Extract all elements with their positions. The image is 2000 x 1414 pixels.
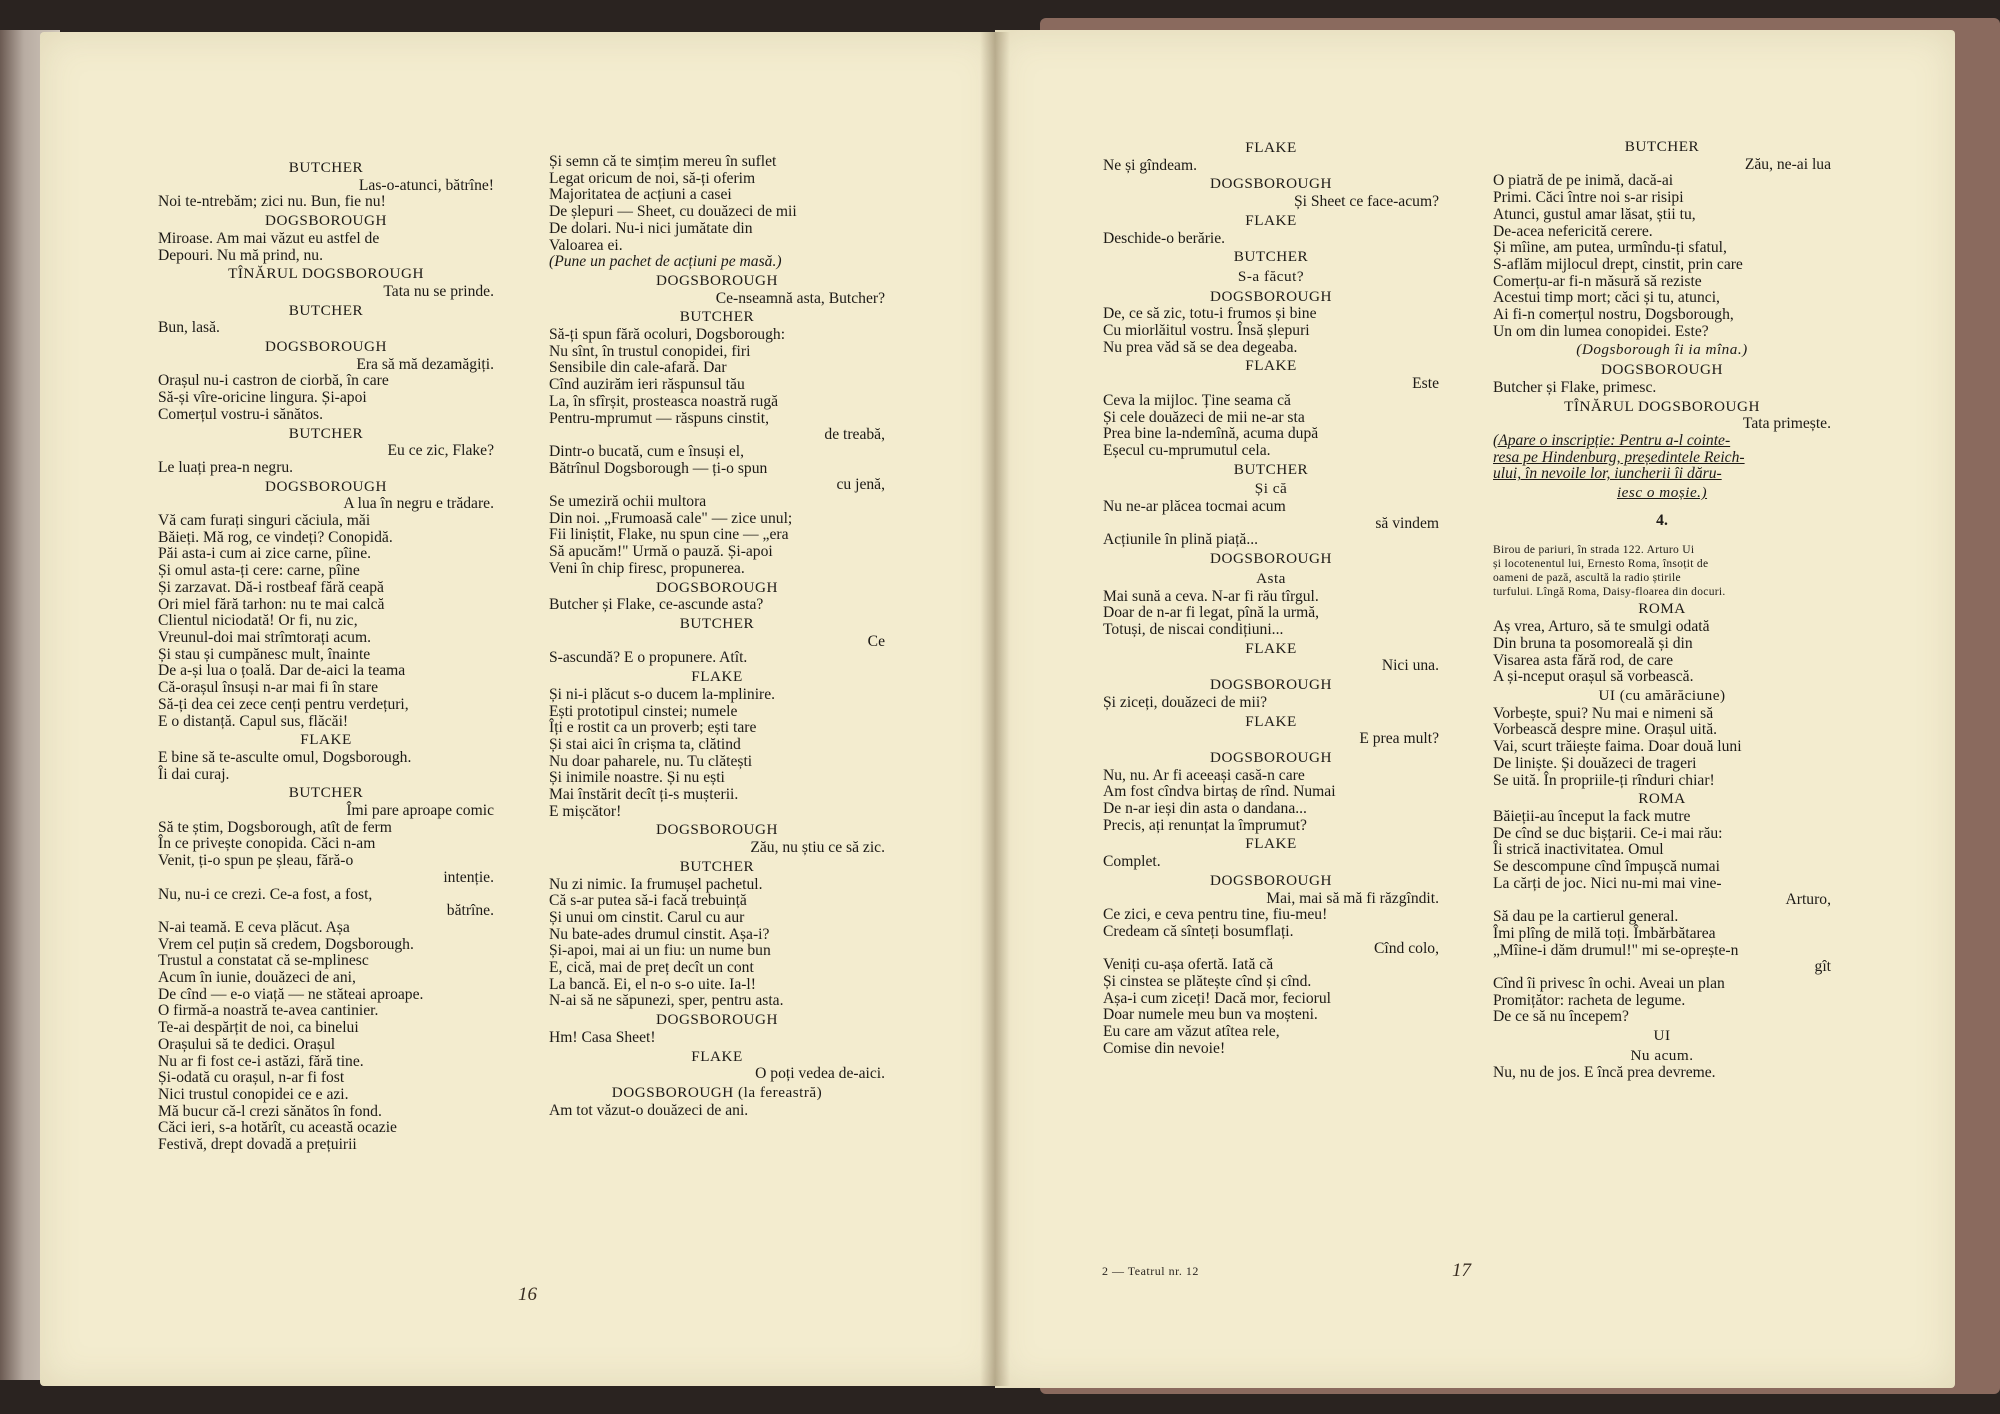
dialogue-line: De dolari. Nu-i nici jumătate din <box>549 219 753 237</box>
dialogue-line: Căci ieri, s-a hotărît, cu această ocazie <box>158 1119 397 1137</box>
dialogue-line: A și-nceput orașul să vorbească. <box>1493 668 1694 686</box>
dialogue-line: De-acea nefericită cerere. <box>1493 222 1653 240</box>
speaker-name: TÎNĂRUL DOGSBOROUGH <box>1564 397 1760 415</box>
dialogue-line: Nu, nu. Ar fi aceeași casă-n care <box>1103 766 1305 784</box>
scene-description: și locotenentul lui, Ernesto Roma, însoțit de <box>1493 558 1709 571</box>
dialogue-line: De șlepuri — Sheet, cu douăzeci de mii <box>549 203 797 221</box>
dialogue-line: Venit, ți-o spun pe șleau, fără-o <box>158 852 354 870</box>
speaker-name: BUTCHER <box>288 424 364 442</box>
dialogue-line: Atunci, gustul amar lăsat, știi tu, <box>1493 205 1696 223</box>
dialogue-line: Las-o-atunci, bătrîne! <box>358 176 494 194</box>
dialogue-line: Nu ne-ar plăcea tocmai acum <box>1103 498 1286 516</box>
dialogue-line: Majoritatea de acțiuni a casei <box>549 186 732 204</box>
dialogue-line: De, ce să zic, totu-i frumos și bine <box>1103 305 1317 323</box>
dialogue-line: Cînd îi privesc în ochi. Aveai un plan <box>1493 974 1725 992</box>
speaker-name: FLAKE <box>691 1047 743 1065</box>
dialogue-line: Se uită. În propriile-ți rînduri chiar! <box>1493 771 1715 789</box>
dialogue-line: Deschide-o berărie. <box>1103 229 1226 247</box>
dialogue-line: Ceva la mijloc. Ține seama că <box>1103 391 1291 409</box>
dialogue-line: Bun, lasă. <box>158 319 220 337</box>
dialogue-line: A lua în negru e trădare. <box>343 495 494 513</box>
speaker-name: FLAKE <box>1245 712 1297 730</box>
dialogue-line: Și inimile noastre. Și nu ești <box>549 769 725 787</box>
speaker-name: DOGSBOROUGH <box>1210 748 1332 766</box>
dialogue-line: Că s-ar putea să-i facă trebuință <box>549 892 747 910</box>
speaker-name: FLAKE <box>300 731 352 749</box>
dialogue-line: Eu care am văzut atîtea rele, <box>1103 1023 1280 1041</box>
dialogue-line: Vă cam furați singuri căciula, măi <box>158 512 371 530</box>
dialogue-line: Îi dai curaj. <box>158 765 230 783</box>
speaker-name: DOGSBOROUGH <box>656 1011 778 1029</box>
speaker-name: BUTCHER <box>288 301 364 319</box>
dialogue-line: Să-ți spun fără ocoluri, Dogsborough: <box>549 326 786 344</box>
dialogue-line: Și cinstea se plătește cînd și cînd. <box>1103 973 1312 991</box>
dialogue-line: „Mîine-i dăm drumul!" mi se-oprește-n <box>1493 941 1739 959</box>
speaker-name: ROMA <box>1638 790 1686 808</box>
dialogue-line: Aș vrea, Arturo, să te smulgi odată <box>1493 618 1710 636</box>
dialogue-line: Vorbească despre mine. Orașul uită. <box>1493 721 1718 739</box>
dialogue-line: Mă bucur că-l crezi sănătos în fond. <box>158 1102 382 1120</box>
speaker-name: TÎNĂRUL DOGSBOROUGH <box>228 265 424 283</box>
book-gutter <box>980 32 1010 1386</box>
dialogue-line: cu jenă, <box>836 476 885 494</box>
dialogue-line: Ori miel fără tarhon: nu te mai calcă <box>158 595 385 613</box>
dialogue-line: gît <box>1814 958 1831 976</box>
dialogue-line: Acum în iunie, douăzeci de ani, <box>158 969 356 987</box>
dialogue-line: Sensibile din cale-afară. Dar <box>549 359 727 377</box>
dialogue-line: Nu sînt, în trustul conopidei, firi <box>549 342 751 360</box>
speaker-name: DOGSBOROUGH <box>656 271 778 289</box>
dialogue-line: N-ai să ne săpunezi, sper, pentru asta. <box>549 992 784 1010</box>
dialogue-line: Îți e rostit ca un proverb; ești tare <box>549 719 757 737</box>
dialogue-line: Cînd auzirăm ieri răspunsul tău <box>549 376 745 394</box>
speaker-name: Nu acum. <box>1630 1046 1694 1064</box>
dialogue-line: Veniți cu-așa ofertă. Iată că <box>1103 956 1274 974</box>
speaker-name: DOGSBOROUGH (la fereastră) <box>611 1083 823 1101</box>
dialogue-line: Credeam că sînteți bosumflați. <box>1103 922 1294 940</box>
dialogue-line: De cînd se duc bișțarii. Ce-i mai rău: <box>1493 824 1723 842</box>
dialogue-line: Tata primește. <box>1742 415 1831 433</box>
speaker-name: FLAKE <box>691 668 743 686</box>
speaker-name: BUTCHER <box>1624 138 1700 155</box>
dialogue-line: Depouri. Nu mă prind, nu. <box>158 246 324 264</box>
dialogue-line: Și Sheet ce face-acum? <box>1293 193 1439 211</box>
dialogue-line: Festivă, drept dovadă a prețuirii <box>158 1136 357 1154</box>
dialogue-line: Am tot văzut-o douăzeci de ani. <box>549 1101 749 1119</box>
dialogue-line: S-ascundă? E o propunere. Atît. <box>549 649 748 667</box>
dialogue-line: Și cele douăzeci de mii ne-ar sta <box>1103 408 1305 426</box>
dialogue-line: de treabă, <box>824 426 885 444</box>
dialogue-line: E, cică, mai de preț decît un cont <box>549 959 754 977</box>
dialogue-line: Păi asta-i cum ai zice carne, pîine. <box>158 545 372 563</box>
dialogue-line: Miroase. Am mai văzut eu astfel de <box>158 229 380 247</box>
dialogue-line: Doar numele meu bun va moșteni. <box>1103 1006 1318 1024</box>
dialogue-line: Orașul nu-i castron de ciorbă, în care <box>158 372 389 390</box>
dialogue-line: Și omul asta-ți cere: carne, pîine <box>158 562 360 580</box>
scene-description: Birou de pariuri, în strada 122. Arturo Ui <box>1493 544 1695 557</box>
dialogue-line: Vreunul-doi mai strîmtorați acum. <box>158 628 371 646</box>
dialogue-line: Fii liniștit, Flake, nu spun cine — „era <box>549 526 789 544</box>
dialogue-line: Tata nu se prinde. <box>383 282 494 300</box>
right-page-column-2 <box>1493 137 1831 1082</box>
dialogue-line: La, în sfîrșit, prosteasca noastră rugă <box>549 392 779 410</box>
dialogue-line: Le luați prea-n negru. <box>158 458 294 476</box>
dialogue-line: Acțiunile în plină piață... <box>1103 531 1259 549</box>
dialogue-line: E prea mult? <box>1359 730 1439 748</box>
dialogue-line: Nu prea văd să se dea degeaba. <box>1103 338 1298 356</box>
speaker-name: S-a făcut? <box>1237 267 1305 285</box>
speaker-name: DOGSBOROUGH <box>265 338 387 356</box>
dialogue-line: Se descompune cînd împușcă numai <box>1493 858 1720 876</box>
dialogue-line: Orașului să te dedici. Orașul <box>158 1035 336 1053</box>
dialogue-line: Îi strică inactivitatea. Omul <box>1493 841 1664 859</box>
dialogue-line: Nu ar fi fost ce-i astăzi, fără tine. <box>158 1052 364 1070</box>
dialogue-line: Eu ce zic, Flake? <box>387 442 494 460</box>
stage-direction: (Dogsborough îi ia mîna.) <box>1576 341 1748 359</box>
dialogue-line: Nu bate-ades drumul cinstit. Așa-i? <box>549 925 770 943</box>
dialogue-line: Este <box>1412 375 1439 393</box>
speaker-name: BUTCHER <box>1233 248 1309 266</box>
dialogue-line: De ce să nu începem? <box>1493 1008 1629 1026</box>
dialogue-line: Și semn că te simțim mereu în suflet <box>549 153 777 170</box>
dialogue-line: Și-odată cu orașul, n-ar fi fost <box>158 1069 345 1087</box>
right-page-column-1 <box>1103 138 1439 1058</box>
speaker-name: Asta <box>1256 569 1286 587</box>
dialogue-line: Ne și gîndeam. <box>1103 156 1197 174</box>
dialogue-line: De a-și lua o țoală. Dar de-aici la teama <box>158 662 406 680</box>
dialogue-line: Clientul niciodată! Or fi, nu zic, <box>158 612 358 630</box>
dialogue-line: Din bruna ta posomoreală și din <box>1493 634 1693 652</box>
speaker-name: BUTCHER <box>679 614 755 632</box>
dialogue-line: La cărți de joc. Nici nu-mi mai vine- <box>1493 874 1722 892</box>
dialogue-line: Dintr-o bucată, cum e însuși el, <box>549 442 744 460</box>
dialogue-line: intenție. <box>443 868 494 886</box>
dialogue-line: E mișcător! <box>549 802 622 820</box>
dialogue-line: Băieți. Mă rog, ce vindeți? Conopidă. <box>158 528 393 546</box>
dialogue-line: S-aflăm mijlocul drept, cinstit, prin care <box>1493 255 1743 273</box>
dialogue-line: Veni în chip firesc, propunerea. <box>549 559 745 577</box>
dialogue-line: Să-ți dea cei zece cenți pentru verdețuri, <box>158 695 409 713</box>
dialogue-line: Nu, nu-i ce crezi. Ce-a fost, a fost, <box>158 885 373 903</box>
dialogue-line: Și-apoi, mai ai un fiu: un nume bun <box>549 942 771 960</box>
dialogue-line: Să te știm, Dogsborough, atît de ferm <box>158 818 392 836</box>
dialogue-line: O firmă-a noastră te-avea cantinier. <box>158 1002 379 1020</box>
dialogue-line: Complet. <box>1103 853 1161 871</box>
dialogue-line: Un om din lumea conopidei. Este? <box>1493 322 1709 340</box>
speaker-name: UI (cu amărăciune) <box>1598 686 1726 704</box>
dialogue-line: Ai fi-n comerțul nostru, Dogsborough, <box>1493 306 1734 324</box>
dialogue-line: Și mîine, am putea, urmîndu-ți sfatul, <box>1493 239 1727 257</box>
dialogue-line: Noi te-ntrebăm; zici nu. Bun, fie nu! <box>158 193 386 211</box>
dialogue-line: Să-și vîre-oricine lingura. Și-apoi <box>158 389 367 407</box>
dialogue-line: Visarea asta fără rod, de care <box>1493 651 1674 669</box>
speaker-name: DOGSBOROUGH <box>265 477 387 495</box>
dialogue-line: Să apucăm!" Urmă o pauză. Și-apoi <box>549 543 773 561</box>
dialogue-line: Că-orașul însuși n-ar mai fi în stare <box>158 679 378 697</box>
dialogue-line: Hm! Casa Sheet! <box>549 1028 656 1046</box>
dialogue-line: Era să mă dezamăgiți. <box>356 355 494 373</box>
dialogue-line: Te-ai despărțit de noi, ca binelui <box>158 1019 359 1037</box>
scene-description: oameni de pază, ascultă la radio știrile <box>1493 572 1681 585</box>
dialogue-line: Băieții-au început la fack mutre <box>1493 807 1691 825</box>
dialogue-line: Trustul a constatat că se-mplinesc <box>158 952 369 970</box>
dialogue-line: Din noi. „Frumoasă cale" — zice unul; <box>549 509 793 527</box>
speaker-name: DOGSBOROUGH <box>656 578 778 596</box>
dialogue-line: Și stau și cumpănesc mult, înainte <box>158 645 371 663</box>
inscription-line: (Apare o inscripție: Pentru a-l cointe- <box>1493 431 1731 449</box>
dialogue-line: Vrem cel puțin să credem, Dogsborough. <box>158 935 414 953</box>
dialogue-line: Și ziceți, douăzeci de mii? <box>1103 693 1268 711</box>
dialogue-line: Și zarzavat. Dă-i rostbeaf fără ceapă <box>158 578 384 596</box>
dialogue-line: Comerțul vostru-i sănătos. <box>158 405 324 423</box>
dialogue-line: să vindem <box>1375 514 1439 532</box>
dialogue-line: Nici trustul conopidei ce e azi. <box>158 1085 349 1103</box>
speaker-name: DOGSBOROUGH <box>1210 287 1332 305</box>
dialogue-line: Comise din nevoie! <box>1103 1039 1226 1057</box>
dialogue-line: bătrîne. <box>446 902 494 920</box>
dialogue-line: Îmi pare aproape comic <box>346 802 494 820</box>
dialogue-line: În ce privește conopida. Căci n-am <box>158 835 376 853</box>
dialogue-line: Vai, scurt trăiește faima. Doar două luni <box>1493 738 1742 756</box>
dialogue-line: Mai sună a ceva. N-ar fi rău tîrgul. <box>1103 587 1319 605</box>
dialogue-line: Cu miorlăitul vostru. Însă șlepuri <box>1103 322 1310 340</box>
dialogue-line: Ești prototipul cinstei; numele <box>549 702 738 720</box>
speaker-name: DOGSBOROUGH <box>1210 676 1332 694</box>
dialogue-line: Butcher și Flake, ce-ascunde asta? <box>549 596 764 614</box>
dialogue-line: La bancă. Ei, el n-o s-o uite. Ia-l! <box>549 975 756 993</box>
speaker-name: ROMA <box>1638 600 1686 618</box>
dialogue-line: De liniște. Și douăzeci de trageri <box>1493 754 1697 772</box>
speaker-name: DOGSBOROUGH <box>1601 361 1723 379</box>
dialogue-line: Și unui om cinstit. Carul cu aur <box>549 908 745 926</box>
dialogue-line: Arturo, <box>1785 891 1831 909</box>
stage-direction: (Pune un pachet de acțiuni pe masă.) <box>549 253 782 271</box>
speaker-name: FLAKE <box>1245 357 1297 375</box>
dialogue-line: Așa-i cum ziceți! Dacă mor, feciorul <box>1103 989 1331 1007</box>
speaker-name: BUTCHER <box>1233 460 1309 478</box>
speaker-name: BUTCHER <box>679 857 755 875</box>
speaker-name: FLAKE <box>1245 139 1297 156</box>
dialogue-line: Pentru-mprumut — răspuns cinstit, <box>549 409 770 427</box>
speaker-name: BUTCHER <box>288 784 364 802</box>
scene-description: turfului. Lîngă Roma, Daisy-floarea din docuri. <box>1493 586 1726 599</box>
dialogue-line: Precis, ați renunțat la împrumut? <box>1103 816 1307 834</box>
dialogue-line: Vorbește, spui? Nu mai e nimeni să <box>1493 704 1714 722</box>
dialogue-line: Ce zici, e ceva pentru tine, fiu-meu! <box>1103 906 1328 924</box>
dialogue-line: Am fost cîndva birtaș de rînd. Numai <box>1103 783 1336 801</box>
dialogue-line: Mai, mai să mă fi răzgîndit. <box>1266 889 1439 907</box>
dialogue-line: De n-ar ieși din asta o dandana... <box>1103 800 1307 818</box>
dialogue-line: Promițător: racheta de legume. <box>1493 991 1686 1009</box>
speaker-name: FLAKE <box>1245 211 1297 229</box>
dialogue-line: E bine să te-asculte omul, Dogsborough. <box>158 748 412 766</box>
dialogue-line: N-ai teamă. E ceva plăcut. Așa <box>158 918 350 936</box>
dialogue-line: Și stai aici în crișma ta, clătind <box>549 735 741 753</box>
speaker-name: BUTCHER <box>288 159 364 176</box>
printer-signature-mark: 2 — Teatrul nr. 12 <box>1102 1264 1199 1278</box>
dialogue-line: Nu zi nimic. Ia frumușel pachetul. <box>549 875 763 893</box>
dialogue-line: Butcher și Flake, primesc. <box>1493 378 1657 396</box>
dialogue-line: Zău, ne-ai lua <box>1744 155 1831 173</box>
dialogue-line: Nu, nu de jos. E încă prea devreme. <box>1493 1064 1716 1082</box>
dialogue-line: Ce-nseamnă asta, Butcher? <box>715 289 885 307</box>
inscription-line: iesc o moșie.) <box>1616 484 1708 502</box>
dialogue-line: Primi. Căci între noi s-ar risipi <box>1493 189 1684 207</box>
speaker-name: DOGSBOROUGH <box>265 212 387 230</box>
left-page-column-1 <box>158 158 494 1154</box>
dialogue-line: Totuși, de niscai condițiuni... <box>1103 620 1284 638</box>
dialogue-line: O piatră de pe inimă, dacă-ai <box>1493 172 1674 190</box>
dialogue-line: Prea bine la-ndemînă, acuma după <box>1103 425 1319 443</box>
dialogue-line: Se umeziră ochii multora <box>549 493 707 511</box>
dialogue-line: Nici una. <box>1381 657 1439 675</box>
left-page-column-2 <box>549 154 885 1119</box>
speaker-name: DOGSBOROUGH <box>1210 871 1332 889</box>
dialogue-line: Eșecul cu-mprumutul cela. <box>1103 441 1271 459</box>
speaker-name: DOGSBOROUGH <box>1210 175 1332 193</box>
dialogue-line: Acestui timp mort; căci și tu, atunci, <box>1493 289 1720 307</box>
dialogue-line: Cînd colo, <box>1374 939 1439 957</box>
dialogue-line: Ce <box>867 632 885 650</box>
dialogue-line: Valoarea ei. <box>549 236 623 254</box>
dialogue-line: Și ni-i plăcut s-o ducem la-mplinire. <box>549 685 776 703</box>
speaker-name: FLAKE <box>1245 639 1297 657</box>
speaker-name: Și că <box>1254 480 1288 498</box>
dialogue-line: Doar de n-ar fi legat, pînă la urmă, <box>1103 604 1320 622</box>
speaker-name: DOGSBOROUGH <box>1210 550 1332 568</box>
dialogue-line: Comerțu-ar fi-n măsură să reziste <box>1493 272 1702 290</box>
dialogue-line: Să dau pe la cartierul general. <box>1493 908 1679 926</box>
dialogue-line: Bătrînul Dogsborough — ți-o spun <box>549 459 768 477</box>
speaker-name: UI <box>1653 1027 1671 1045</box>
inscription-line: resa pe Hindenburg, președintele Reich- <box>1493 448 1745 466</box>
inscription-line: ului, în nevoile lor, iuncherii îi dăru- <box>1493 465 1722 483</box>
dialogue-line: Legat oricum de noi, să-ți oferim <box>549 169 756 187</box>
dialogue-line: E o distanță. Capul sus, flăcăi! <box>158 712 349 730</box>
speaker-name: DOGSBOROUGH <box>656 821 778 839</box>
page-number-right: 17 <box>1452 1260 1471 1281</box>
dialogue-line: Mai înstărit decît ți-s mușterii. <box>549 786 739 804</box>
speaker-name: FLAKE <box>1245 835 1297 853</box>
dialogue-line: Îmi plîng de milă toți. Îmbărbătarea <box>1493 924 1716 942</box>
dialogue-line: O poți vedea de-aici. <box>755 1065 885 1083</box>
dialogue-line: Zău, nu știu ce să zic. <box>750 839 885 857</box>
scene-number: 4. <box>1656 511 1668 529</box>
dialogue-line: De cînd — e-o viață — ne stăteai aproape. <box>158 985 424 1003</box>
dialogue-line: Nu doar paharele, nu. Tu clătești <box>549 752 753 770</box>
page-number-left: 16 <box>518 1284 537 1305</box>
speaker-name: BUTCHER <box>679 308 755 326</box>
